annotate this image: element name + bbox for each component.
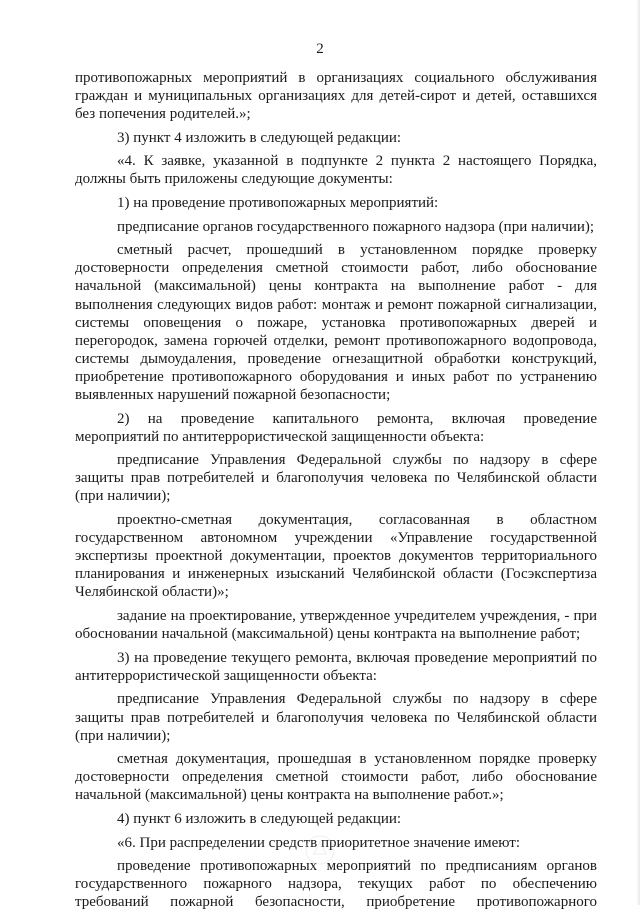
paragraph xyxy=(75,511,597,601)
text-line: государственном автономном учреждении «Управление государственной xyxy=(75,530,597,547)
text-line: проектно-сметная документация, согласованная в областном xyxy=(117,512,597,529)
text-line: достоверности определения сметной стоимости работ, либо обоснование xyxy=(75,260,597,277)
text-line: требований пожарной безопасности, приобретение противопожарного xyxy=(75,894,597,911)
scan-edge-shadow xyxy=(636,0,640,905)
text-line: проведение противопожарных мероприятий по предписаниям органов xyxy=(117,858,597,875)
text-line: защиты прав потребителей и благополучия человека по Челябинской области xyxy=(75,470,597,487)
text-line: начальной (максимальной) цены контракта на выполнение работ - для xyxy=(75,278,597,295)
document-body xyxy=(75,69,597,911)
text-line: защиты прав потребителей и благополучия человека по Челябинской области xyxy=(75,709,597,726)
text-line: 3) пункт 4 изложить в следующей редакции: xyxy=(117,129,402,146)
paragraph xyxy=(75,750,597,804)
faint-emblem-watermark xyxy=(300,830,340,870)
text-line: 4) пункт 6 изложить в следующей редакции: xyxy=(117,810,402,827)
paragraph xyxy=(75,690,597,744)
text-line: работ; xyxy=(540,626,581,643)
text-line: предписание Управления Федеральной службы по надзору в сфере xyxy=(117,452,597,469)
text-line: 3) на проведение текущего ремонта, включая проведение мероприятий по xyxy=(117,649,597,666)
text-line: сметный расчет, прошедший в установленном порядке проверку xyxy=(117,242,597,259)
text-line: государственного пожарного надзора, текущих работ по обеспечению xyxy=(75,876,597,893)
text-line: дверей и перегородок, замена горючей отделки, ремонт противопожарного xyxy=(75,314,598,349)
text-line: при обосновании начальной (максимальной) цены контракта на выполнение xyxy=(75,608,598,643)
text-line: 2) на проведение капитального ремонта, включая проведение xyxy=(117,410,597,427)
text-line: «4. К заявке, указанной в подпункте 2 пункта 2 настоящего Порядка, xyxy=(117,153,597,170)
text-line: антитеррористической защищенности объекта: xyxy=(75,667,377,684)
text-line: предписание органов государственного пожарного надзора (при xyxy=(117,218,528,235)
paragraph xyxy=(75,105,597,123)
paragraph xyxy=(75,129,597,147)
text-line: задание на проектирование, утвержденное учредителем учреждения, - xyxy=(117,608,570,625)
paragraph xyxy=(75,69,597,105)
text-line: выполнения следующих видов работ: монтаж и ремонт пожарной xyxy=(75,296,501,313)
paragraph xyxy=(75,607,597,643)
paragraph xyxy=(75,451,597,505)
paragraph xyxy=(75,218,597,236)
paragraph xyxy=(75,810,597,828)
text-line: должны быть приложены следующие документы: xyxy=(75,171,393,188)
paragraph xyxy=(75,410,597,446)
text-line: 1) на проведение противопожарных мероприятий: xyxy=(117,195,439,212)
text-line: сигнализации, системы оповещения о пожаре, установка противопожарных xyxy=(75,296,597,331)
text-line: наличии); xyxy=(531,218,595,235)
text-line: экспертизы проектной документации, проектов документов территориального xyxy=(75,548,597,565)
paragraph xyxy=(75,152,597,188)
text-line: конструкций, приобретение противопожарного оборудования и иных работ по xyxy=(75,350,597,385)
text-line: водопровода, системы дымоудаления, проведение огнезащитной обработки xyxy=(75,332,598,367)
text-line: достоверности определения сметной стоимости работ, либо обоснование xyxy=(75,769,597,786)
text-line: (при наличии); xyxy=(75,488,171,505)
paragraph xyxy=(75,649,597,685)
text-line: без попечения родителей.»; xyxy=(75,106,251,123)
page-number: 2 xyxy=(316,41,324,57)
text-line: противопожарных мероприятий в организациях социального обслуживания xyxy=(75,70,597,86)
text-line: предписание Управления Федеральной службы по надзору в сфере xyxy=(117,691,597,708)
text-line: начальной (максимальной) цены контракта на выполнение работ.»; xyxy=(75,787,504,804)
text-line: (при наличии); xyxy=(75,727,171,744)
text-line: граждан и муниципальных организациях для детей-сирот и детей, оставшихся xyxy=(75,88,597,105)
text-line: планирования и инженерных изысканий Челябинской области (Госэкспертиза xyxy=(75,566,597,583)
paragraph xyxy=(75,241,597,404)
text-line: сметная документация, прошедшая в установленном порядке проверку xyxy=(117,751,597,768)
text-line: мероприятий по антитеррористической защищенности объекта: xyxy=(75,428,485,445)
text-line: устранению выявленных нарушений пожарной безопасности; xyxy=(75,368,597,403)
text-line: «6. При распределении средств приоритетное значение имеют: xyxy=(117,834,521,851)
text-line: Челябинской области)»; xyxy=(75,584,229,601)
paragraph xyxy=(75,194,597,212)
